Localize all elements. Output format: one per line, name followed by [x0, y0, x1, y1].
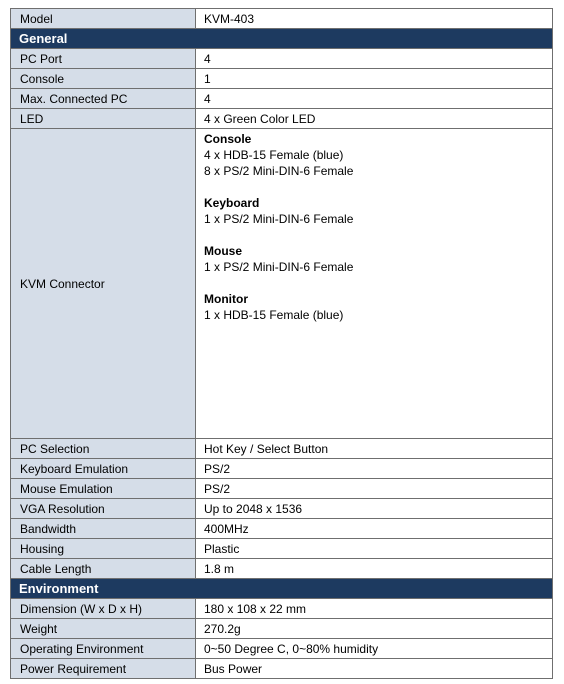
spec-value: 180 x 108 x 22 mm: [196, 599, 552, 618]
spec-value: Up to 2048 x 1536: [196, 499, 552, 518]
spec-value: 4: [196, 89, 552, 108]
connector-group-title: Monitor: [204, 292, 248, 306]
spec-row-max-connected-pc: [11, 88, 552, 108]
spec-label: Bandwidth: [11, 519, 196, 538]
connector-line: 8 x PS/2 Mini-DIN-6 Female: [204, 164, 354, 178]
spec-value: PS/2: [196, 459, 552, 478]
spec-value: KVM-403: [196, 9, 552, 28]
spec-row-console: [11, 68, 552, 88]
spec-label: Cable Length: [11, 559, 196, 578]
connector-line: 1 x PS/2 Mini-DIN-6 Female: [204, 260, 354, 274]
spec-label: Mouse Emulation: [11, 479, 196, 498]
spec-row-keyboard-emulation: [11, 458, 552, 478]
spec-value: Plastic: [196, 539, 552, 558]
spec-label: PC Selection: [11, 439, 196, 458]
spec-value: 4 x Green Color LED: [196, 109, 552, 128]
spec-row-mouse-emulation: [11, 478, 552, 498]
spec-row-power-requirement: [11, 658, 552, 678]
spec-label: Power Requirement: [11, 659, 196, 678]
spec-value: 0~50 Degree C, 0~80% humidity: [196, 639, 552, 658]
spec-label: LED: [11, 109, 196, 128]
spec-label: Max. Connected PC: [11, 89, 196, 108]
spec-row-weight: [11, 618, 552, 638]
connector-line: 4 x HDB-15 Female (blue): [204, 148, 344, 162]
spec-label: Model: [11, 9, 196, 28]
spec-label: Dimension (W x D x H): [11, 599, 196, 618]
spacer: [204, 275, 552, 291]
connector-group-title: Console: [204, 132, 252, 146]
spec-label: Keyboard Emulation: [11, 459, 196, 478]
connector-group-title: Mouse: [204, 244, 243, 258]
spec-value: 1.8 m: [196, 559, 552, 578]
spec-value: Hot Key / Select Button: [196, 439, 552, 458]
spec-value: 1: [196, 69, 552, 88]
spec-table: [10, 8, 553, 679]
connector-line: 1 x PS/2 Mini-DIN-6 Female: [204, 212, 354, 226]
spec-label: Weight: [11, 619, 196, 638]
spec-label: KVM Connector: [11, 129, 196, 438]
spec-row-operating-environment: [11, 638, 552, 658]
spec-label: Console: [11, 69, 196, 88]
spec-row-cable-length: [11, 558, 552, 578]
spec-row-dimension: [11, 598, 552, 618]
section-header-environment: Environment: [11, 578, 552, 598]
spec-row-bandwidth: [11, 518, 552, 538]
spec-row-housing: [11, 538, 552, 558]
spec-value: 400MHz: [196, 519, 552, 538]
spec-label: PC Port: [11, 49, 196, 68]
spec-value: Bus Power: [196, 659, 552, 678]
spec-row-model: [11, 9, 552, 28]
connector-line: 1 x HDB-15 Female (blue): [204, 308, 344, 322]
spacer: [204, 179, 552, 195]
spec-value: 270.2g: [196, 619, 552, 638]
spec-label: Housing: [11, 539, 196, 558]
spec-row-led: [11, 108, 552, 128]
spacer: [204, 227, 552, 243]
spec-row-pc-port: [11, 48, 552, 68]
spec-label: Operating Environment: [11, 639, 196, 658]
spec-value: PS/2: [196, 479, 552, 498]
kvm-connector-details: [196, 129, 552, 438]
connector-group-title: Keyboard: [204, 196, 260, 210]
spec-row-kvm-connector: [11, 128, 552, 438]
section-header-general: General: [11, 28, 552, 48]
spec-label: VGA Resolution: [11, 499, 196, 518]
spec-row-pc-selection: [11, 438, 552, 458]
spec-value: 4: [196, 49, 552, 68]
spec-row-vga-resolution: [11, 498, 552, 518]
